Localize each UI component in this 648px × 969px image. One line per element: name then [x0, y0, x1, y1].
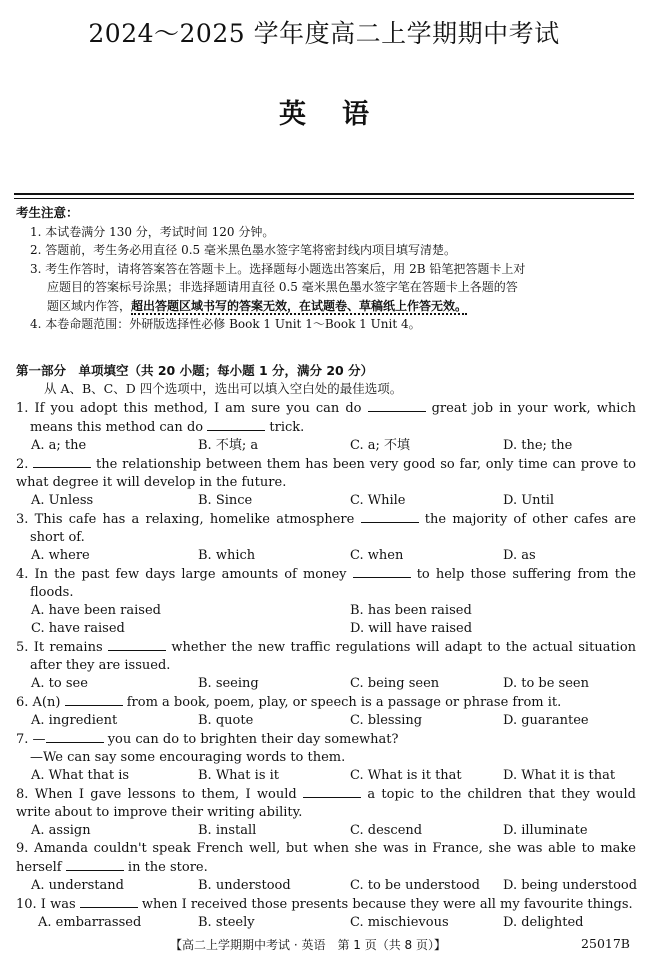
option-d: D. What it is that — [503, 768, 616, 783]
question-stem — [16, 455, 636, 474]
option-a: A. where — [31, 548, 90, 563]
question — [16, 730, 636, 785]
option-b: B. has been raised — [350, 603, 472, 618]
question-stem — [16, 895, 636, 914]
question-list — [16, 399, 636, 932]
question-stem: write about to improve their writing ability. — [16, 805, 303, 820]
exam-title: 2024～2025 学年度高二上学期期中考试 — [88, 19, 560, 48]
option-b: B. steely — [198, 915, 255, 930]
answer-blank — [361, 510, 419, 523]
stem-text: 1. If you adopt this method, I am sure you can do — [16, 401, 362, 416]
options-row — [16, 547, 636, 565]
question — [16, 455, 636, 510]
option-a: A. ingredient — [31, 713, 118, 728]
option-d: D. delighted — [503, 915, 584, 930]
stem-text: a topic to the children that they would — [367, 787, 636, 802]
stem-text: means this method can do — [30, 420, 204, 435]
candidate-notice — [16, 204, 636, 334]
option-a: A. to see — [31, 676, 88, 691]
part-one-header — [16, 362, 636, 398]
stem-text: the majority of other cafes are — [424, 512, 636, 527]
question-stem — [16, 858, 636, 877]
options-row — [16, 675, 636, 693]
question-stem — [16, 399, 636, 418]
question-stem — [16, 638, 636, 657]
question-stem: floods. — [30, 585, 74, 600]
question — [16, 510, 636, 565]
option-d: D. being understood — [503, 878, 638, 893]
answer-blank — [207, 418, 265, 431]
stem-text: 4. In the past few days large amounts of money — [16, 567, 347, 582]
stem-text: 7. — — [16, 732, 46, 747]
notice-item: 2. 答题前，考生务必用直径 0.5 毫米黑色墨水签字笔将密封线内项目填写清楚。 — [30, 243, 456, 257]
option-b: B. seeing — [198, 676, 259, 691]
option-b: B. What is it — [198, 768, 280, 783]
question — [16, 895, 636, 932]
option-c: C. What is it that — [350, 768, 462, 783]
footer-page-info: 【高二上学期期中考试 · 英语 第 1 页（共 8 页）】 — [170, 938, 446, 952]
options-row — [16, 620, 636, 638]
options-row — [16, 602, 636, 620]
answer-blank — [65, 693, 123, 706]
question — [16, 638, 636, 693]
question-stem: 9. Amanda couldn't speak French well, but when she was in France, she was able to make — [16, 841, 636, 856]
answer-blank — [33, 455, 91, 468]
stem-text: 8. When I gave lessons to them, I would — [16, 787, 297, 802]
footer-exam-code: 25017B — [581, 936, 630, 951]
divider-thin — [14, 198, 634, 199]
notice-item: 1. 本试卷满分 130 分，考试时间 120 分钟。 — [30, 224, 275, 239]
stem-text: when I received those presents because they were all my favourite things. — [141, 897, 633, 912]
option-c: C. when — [350, 548, 404, 563]
option-c: C. a; 不填 — [350, 438, 411, 453]
question — [16, 399, 636, 455]
answer-blank — [66, 858, 124, 871]
notice-item: 4. 本卷命题范围：外研版选择性必修 Book 1 Unit 1～Book 1 Unit 4。 — [30, 317, 421, 331]
option-a: A. assign — [31, 823, 91, 838]
question-stem — [16, 418, 636, 437]
options-row — [16, 914, 636, 932]
section-instruction: 从 A、B、C、D 四个选项中，选出可以填入空白处的最佳选项。 — [44, 381, 403, 396]
notice-item: 3. 考生作答时，请将答案答在答题卡上。选择题每小题选出答案后，用 2B 铅笔把答题卡上对 — [30, 261, 526, 276]
question-stem: after they are issued. — [30, 658, 171, 673]
answer-blank — [368, 399, 426, 412]
option-b: B. which — [198, 548, 256, 563]
option-c: C. to be understood — [350, 878, 480, 893]
option-b: B. understood — [198, 878, 291, 893]
stem-text: 2. — [16, 457, 29, 472]
option-d: D. Until — [503, 493, 555, 508]
option-a: A. embarrassed — [38, 915, 142, 930]
options-row — [16, 822, 636, 840]
answer-blank — [303, 785, 361, 798]
option-b: B. install — [198, 823, 257, 838]
option-b: B. quote — [198, 713, 254, 728]
question — [16, 840, 636, 895]
stem-text: 5. It remains — [16, 640, 103, 655]
option-a: A. Unless — [31, 493, 94, 508]
answer-blank — [353, 565, 411, 578]
stem-text: herself — [16, 860, 62, 875]
option-d: D. to be seen — [503, 676, 589, 691]
stem-text: trick. — [269, 420, 305, 435]
option-b: B. Since — [198, 493, 253, 508]
notice-item-continued — [16, 297, 636, 316]
stem-text: in the store. — [127, 860, 208, 875]
question-stem — [16, 730, 636, 749]
stem-text: whether the new traffic regulations will adapt to the actual situation — [171, 640, 637, 655]
notice-item-continued: 应题目的答案标号涂黑；非选择题请用直径 0.5 毫米黑色墨水签字笔在答题卡上各题的答 — [47, 280, 518, 294]
option-c: C. being seen — [350, 676, 440, 691]
notice-text: 题区域内作答， — [47, 298, 132, 313]
option-d: D. the; the — [503, 438, 573, 453]
stem-text: 6. A(n) — [16, 695, 61, 710]
option-d: D. illuminate — [503, 823, 588, 838]
question — [16, 693, 636, 730]
question-stem — [16, 693, 636, 712]
emphasized-warning: 超出答题区域书写的答案无效，在试题卷、草稿纸上作答无效。 — [131, 298, 468, 313]
question — [16, 785, 636, 840]
stem-text: you can do to brighten their day somewhat? — [107, 732, 399, 747]
option-a: A. a; the — [31, 438, 87, 453]
options-row — [16, 767, 636, 785]
option-c: C. have raised — [31, 621, 125, 636]
answer-blank — [80, 895, 138, 908]
section-heading: 第一部分 单项填空（共 20 小题；每小题 1 分，满分 20 分） — [16, 363, 374, 378]
stem-text: 10. I was — [16, 897, 76, 912]
option-a: A. What that is — [31, 768, 130, 783]
option-d: D. will have raised — [350, 621, 473, 636]
options-row — [16, 437, 636, 455]
option-c: C. blessing — [350, 713, 423, 728]
stem-text: from a book, poem, play, or speech is a passage or phrase from it. — [126, 695, 562, 710]
option-c: C. descend — [350, 823, 423, 838]
option-c: C. mischievous — [350, 915, 449, 930]
options-row — [16, 492, 636, 510]
notice-heading: 考生注意： — [16, 205, 79, 220]
option-a: A. understand — [31, 878, 124, 893]
stem-text: great job in your work, which — [431, 401, 636, 416]
question-stem — [16, 510, 636, 529]
option-b: B. 不填; a — [198, 438, 259, 453]
stem-text: to help those suffering from the — [416, 567, 637, 582]
question-stem — [16, 565, 636, 584]
question-stem: —We can say some encouraging words to them. — [30, 750, 346, 765]
stem-text: 3. This cafe has a relaxing, homelike atmosphere — [16, 512, 355, 527]
question-stem — [16, 785, 636, 804]
divider-thick — [14, 193, 634, 195]
stem-text: the relationship between them has been very good so far, only time can prove to — [96, 457, 636, 472]
options-row — [16, 877, 636, 895]
question-stem: what degree it will develop in the future. — [16, 475, 287, 490]
option-d: D. as — [503, 548, 536, 563]
option-d: D. guarantee — [503, 713, 589, 728]
options-row — [16, 712, 636, 730]
option-c: C. While — [350, 493, 406, 508]
option-a: A. have been raised — [31, 603, 161, 618]
answer-blank — [108, 638, 166, 651]
question-stem: short of. — [30, 530, 85, 545]
question — [16, 565, 636, 638]
answer-blank — [46, 730, 104, 743]
subject-title: 英语 — [279, 99, 405, 130]
